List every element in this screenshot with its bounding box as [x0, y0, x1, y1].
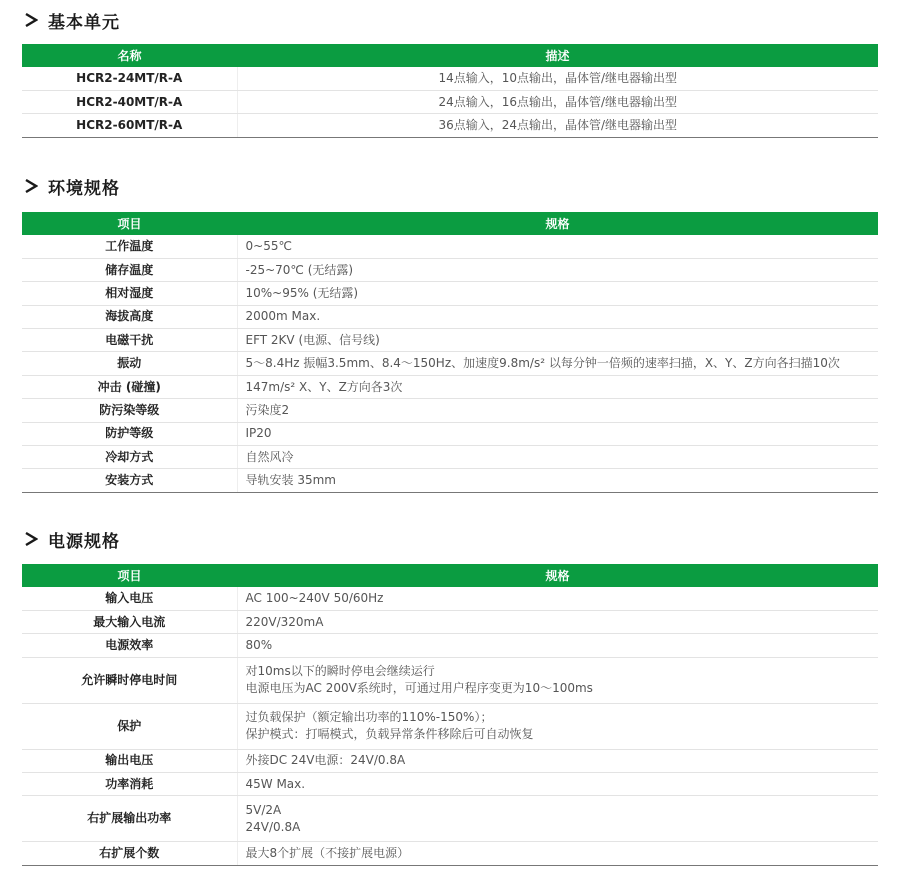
row-value: [237, 90, 878, 113]
row-label: 防污染等级: [22, 399, 237, 422]
value-line: AC 100~240V 50/60Hz: [245, 590, 384, 605]
table-row: [22, 610, 878, 633]
row-label: 保护: [22, 703, 237, 749]
row-value: [237, 773, 878, 796]
value-line: 污染度2: [245, 402, 290, 417]
row-value: [237, 422, 878, 445]
section-environment-specs: [22, 174, 878, 493]
row-label: 输出电压: [22, 749, 237, 772]
row-value: [237, 329, 878, 352]
section-title: 基本单元: [48, 12, 120, 33]
row-value: [237, 796, 878, 842]
table-row: [22, 422, 878, 445]
row-label: 电源效率: [22, 634, 237, 657]
value-line: IP20: [245, 426, 272, 441]
value-line: 自然风冷: [245, 449, 294, 464]
row-label: 相对湿度: [22, 282, 237, 305]
section-header: [22, 527, 878, 551]
column-header-name: 项目: [117, 217, 142, 231]
row-label: 电磁干扰: [22, 329, 237, 352]
row-value: [237, 446, 878, 469]
row-value: [237, 634, 878, 657]
column-header-name: 项目: [117, 569, 142, 583]
row-value: [237, 305, 878, 328]
value-line: 10%~95% (无结露): [245, 285, 359, 300]
row-value: [237, 375, 878, 398]
column-header-spec: 规格: [545, 217, 570, 231]
value-line: 对10ms以下的瞬时停电会继续运行: [245, 664, 435, 679]
table-row: [22, 657, 878, 703]
row-label: HCR2-24MT/R-A: [22, 67, 237, 90]
value-line: 24V/0.8A: [245, 819, 301, 834]
row-label: 储存温度: [22, 258, 237, 281]
value-line: 45W Max.: [245, 776, 306, 791]
section-basic-units: [22, 8, 878, 138]
table-row: [22, 703, 878, 749]
value-line: -25~70℃ (无结露): [245, 262, 354, 277]
value-line: 外接DC 24V电源：24V/0.8A: [245, 753, 406, 768]
value-line: 147m/s² X、Y、Z方向各3次: [245, 379, 403, 394]
table-row: [22, 749, 878, 772]
value-line: 5V/2A: [245, 802, 282, 817]
row-label: 防护等级: [22, 422, 237, 445]
section-title: 环境规格: [48, 178, 120, 199]
table-row: [22, 587, 878, 610]
table-row: [22, 114, 878, 137]
row-label: 允许瞬时停电时间: [22, 657, 237, 703]
table-row: [22, 773, 878, 796]
chevron-right-icon: [24, 179, 38, 193]
spec-table-environment-specs: [22, 212, 878, 493]
section-header: [22, 8, 878, 32]
row-value: [237, 399, 878, 422]
row-value: [237, 587, 878, 610]
chevron-right-icon: [24, 532, 38, 546]
table-header-row: [22, 212, 878, 235]
row-value: [237, 235, 878, 258]
row-value: [237, 469, 878, 492]
row-value: [237, 114, 878, 137]
row-label: 输入电压: [22, 587, 237, 610]
row-label: HCR2-40MT/R-A: [22, 90, 237, 113]
row-label: 工作温度: [22, 235, 237, 258]
value-line: 过负载保护（额定输出功率的110%-150%）；: [245, 710, 493, 725]
row-value: [237, 352, 878, 375]
value-line: 保护模式：打嗝模式，负载异常条件移除后可自动恢复: [245, 727, 534, 742]
column-header-name: 名称: [117, 49, 142, 63]
row-label: 右扩展输出功率: [22, 796, 237, 842]
row-value: [237, 282, 878, 305]
table-row: [22, 446, 878, 469]
row-label: 冲击 (碰撞): [22, 375, 237, 398]
row-label: 海拔高度: [22, 305, 237, 328]
table-row: [22, 469, 878, 492]
value-line: 电源电压为AC 200V系统时，可通过用户程序变更为10～100ms: [245, 681, 593, 696]
value-line: 最大8个扩展（不接扩展电源）: [245, 846, 410, 861]
table-row: [22, 258, 878, 281]
value-line: 0~55℃: [245, 238, 292, 253]
row-value: [237, 842, 878, 865]
column-header-spec: 描述: [545, 49, 570, 63]
table-row: [22, 67, 878, 90]
value-line: 220V/320mA: [245, 614, 324, 629]
table-row: [22, 399, 878, 422]
table-row: [22, 282, 878, 305]
row-label: 右扩展个数: [22, 842, 237, 865]
row-value: [237, 703, 878, 749]
row-label: 冷却方式: [22, 446, 237, 469]
value-line: 5～8.4Hz 振幅3.5mm、8.4～150Hz、加速度9.8m/s² 以每分钟一倍频的速率扫描，X、Y、Z方向各扫描10次: [245, 356, 840, 371]
row-label: 安装方式: [22, 469, 237, 492]
table-header-row: [22, 564, 878, 587]
spec-table-basic-units: [22, 44, 878, 138]
section-power-specs: [22, 527, 878, 866]
chevron-right-icon: [24, 13, 38, 27]
value-line: 80%: [245, 637, 273, 652]
value-line: 36点输入，24点输出，晶体管/继电器输出型: [438, 117, 678, 132]
table-header-row: [22, 44, 878, 67]
value-line: 14点输入，10点输出，晶体管/继电器输出型: [438, 70, 678, 85]
value-line: 导轨安装 35mm: [245, 473, 336, 488]
row-label: 振动: [22, 352, 237, 375]
row-value: [237, 657, 878, 703]
table-row: [22, 305, 878, 328]
table-row: [22, 235, 878, 258]
row-value: [237, 610, 878, 633]
row-value: [237, 67, 878, 90]
section-title: 电源规格: [48, 531, 120, 552]
column-header-spec: 规格: [545, 569, 570, 583]
spec-table-power-specs: [22, 564, 878, 866]
table-row: [22, 329, 878, 352]
row-label: 功率消耗: [22, 773, 237, 796]
table-row: [22, 796, 878, 842]
table-row: [22, 352, 878, 375]
table-row: [22, 90, 878, 113]
row-value: [237, 749, 878, 772]
table-row: [22, 634, 878, 657]
value-line: EFT 2KV (电源、信号线): [245, 332, 380, 347]
row-value: [237, 258, 878, 281]
row-label: 最大输入电流: [22, 610, 237, 633]
table-row: [22, 375, 878, 398]
row-label: HCR2-60MT/R-A: [22, 114, 237, 137]
value-line: 2000m Max.: [245, 309, 321, 324]
section-header: [22, 174, 878, 198]
value-line: 24点输入，16点输出，晶体管/继电器输出型: [438, 94, 678, 109]
table-row: [22, 842, 878, 865]
